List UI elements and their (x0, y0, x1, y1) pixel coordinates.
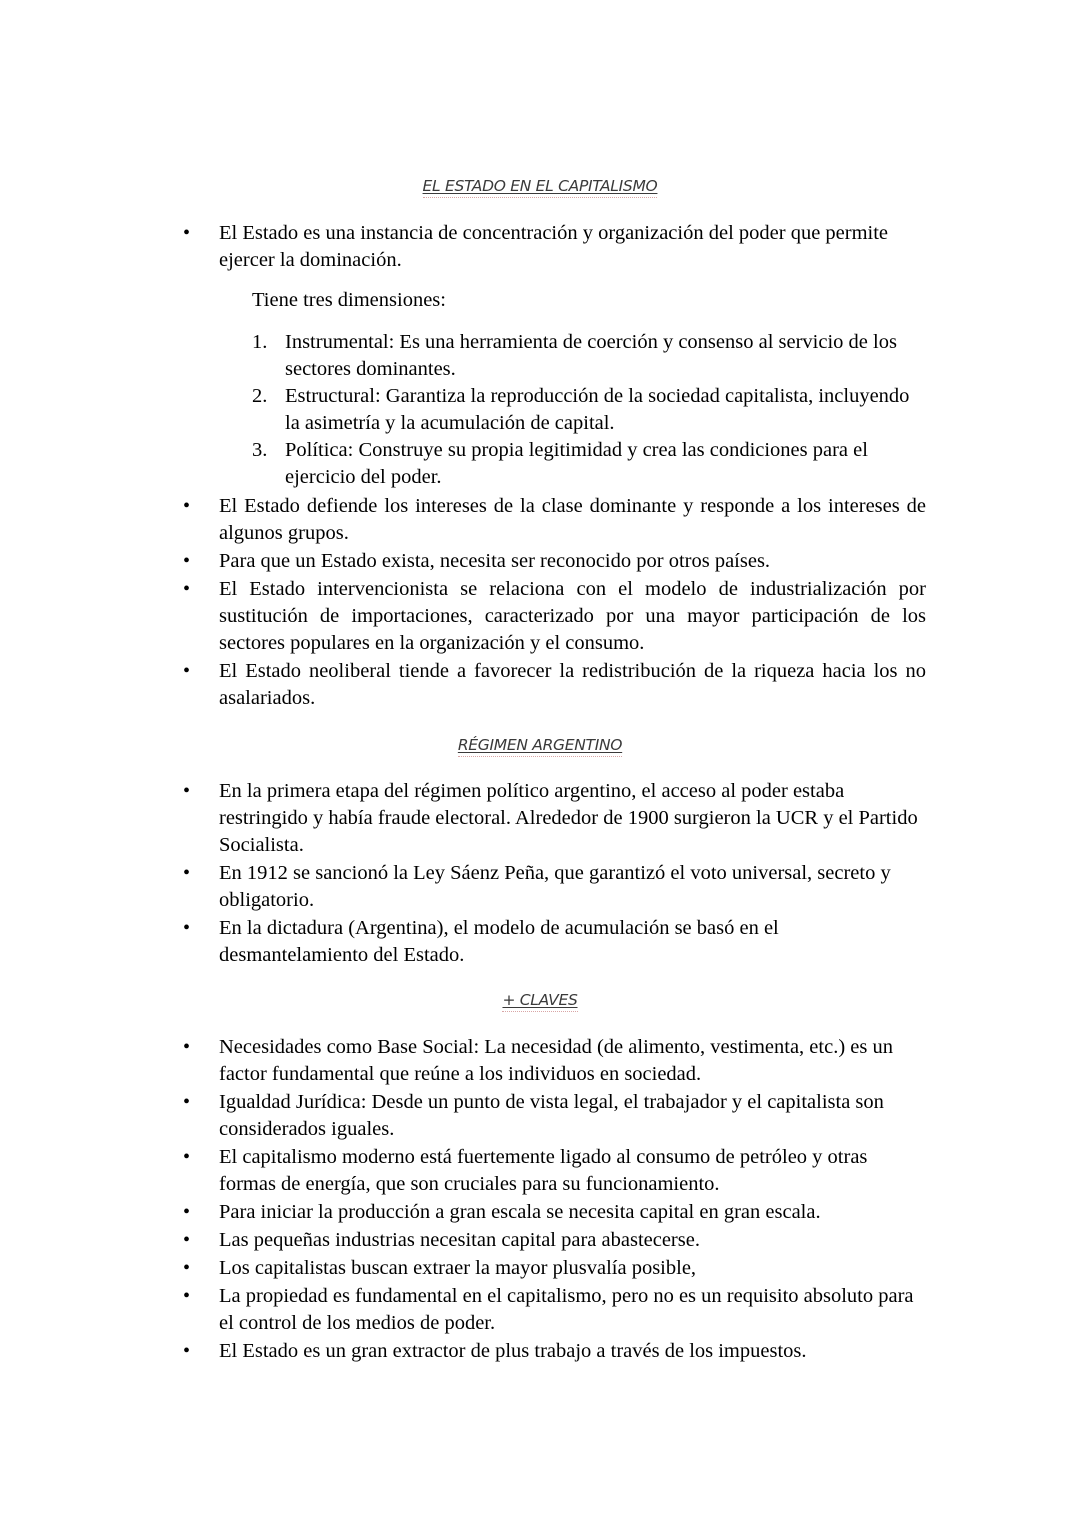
heading-text: RÉGIMEN ARGENTINO (458, 736, 622, 757)
list-item (0, 1034, 926, 1088)
list-item (0, 915, 926, 969)
bullet-icon: • (183, 862, 191, 884)
list-item (0, 1144, 926, 1198)
bullet-icon: • (183, 1036, 191, 1058)
list-item (0, 658, 926, 712)
numbered-item-text: Instrumental: Es una herramienta de coerción y consenso al servicio de los sectores dominantes. (285, 331, 897, 380)
item-number: 1. (252, 331, 268, 353)
section-heading-estado-capitalismo (0, 177, 1080, 195)
list-item (0, 548, 926, 575)
numbered-item (0, 329, 910, 383)
claves-bullet-list (0, 1034, 1080, 1366)
list-item-text: El capitalismo moderno está fuertemente ligado al consumo de petróleo y otras formas de energía, que son cruciales para su funcionamiento. (219, 1146, 868, 1195)
bullet-icon: • (183, 780, 191, 802)
bullet-icon: • (183, 1285, 191, 1307)
list-item-text: El Estado es una instancia de concentración y organización del poder que permite ejercer la dominación. (219, 222, 889, 271)
list-item-text: En 1912 se sancionó la Ley Sáenz Peña, que garantizó el voto universal, secreto y obligatorio. (219, 862, 891, 911)
numbered-item-text: Estructural: Garantiza la reproducción de la sociedad capitalista, incluyendo la asimetría y la acumulación de capital. (285, 385, 910, 434)
list-item-text: El Estado intervencionista se relaciona con el modelo de industrialización por sustitución de importaciones, caracterizado por una mayor participación de los sectores populares en la organización y el consumo. (219, 578, 926, 654)
list-item-text: La propiedad es fundamental en el capitalismo, pero no es un requisito absoluto para el control de los medios de poder. (219, 1285, 914, 1334)
list-item (0, 1227, 926, 1254)
bullet-icon: • (183, 1091, 191, 1113)
estado-bullet-list (0, 493, 1080, 713)
list-item-text: El Estado es un gran extractor de plus trabajo a través de los impuestos. (219, 1340, 807, 1362)
item-number: 3. (252, 439, 268, 461)
list-item (0, 220, 926, 274)
list-item (0, 576, 926, 657)
section-heading-regimen-argentino (0, 736, 1080, 754)
bullet-icon: • (183, 660, 191, 682)
list-item (0, 1089, 926, 1143)
list-item-text: Los capitalistas buscan extraer la mayor plusvalía posible, (219, 1257, 697, 1279)
list-item (0, 860, 926, 914)
list-item-text: Las pequeñas industrias necesitan capital para abastecerse. (219, 1229, 700, 1251)
bullet-icon: • (183, 550, 191, 572)
bullet-icon: • (183, 578, 191, 600)
list-item (0, 778, 926, 859)
list-item (0, 1199, 926, 1226)
item-number: 2. (252, 385, 268, 407)
numbered-item (0, 437, 910, 491)
list-item (0, 1283, 926, 1337)
list-item-text: Igualdad Jurídica: Desde un punto de vista legal, el trabajador y el capitalista son considerados iguales. (219, 1091, 884, 1140)
heading-text: + CLAVES (502, 991, 577, 1012)
list-item-text: El Estado neoliberal tiende a favorecer la redistribución de la riqueza hacia los no asalariados. (219, 660, 926, 709)
intro-bullet-list (0, 220, 1080, 275)
section-heading-claves (0, 991, 1080, 1009)
numbered-item (0, 383, 910, 437)
dimensions-intro: Tiene tres dimensiones: (252, 289, 446, 311)
list-item-text: En la dictadura (Argentina), el modelo de acumulación se basó en el desmantelamiento del Estado. (219, 917, 779, 966)
bullet-icon: • (183, 917, 191, 939)
bullet-icon: • (183, 495, 191, 517)
dimensions-numbered-list (0, 329, 1080, 491)
bullet-icon: • (183, 1257, 191, 1279)
list-item-text: El Estado defiende los intereses de la clase dominante y responde a los intereses de algunos grupos. (219, 495, 926, 544)
list-item-text: En la primera etapa del régimen político argentino, el acceso al poder estaba restringido y había fraude electoral. Alrededor de 1900 surgieron la UCR y el Partido Socialista. (219, 780, 918, 856)
bullet-icon: • (183, 1201, 191, 1223)
heading-text: EL ESTADO EN EL CAPITALISMO (423, 177, 658, 198)
list-item (0, 1338, 926, 1365)
list-item-text: Para que un Estado exista, necesita ser reconocido por otros países. (219, 550, 771, 572)
bullet-icon: • (183, 1340, 191, 1362)
list-item-text: Para iniciar la producción a gran escala se necesita capital en gran escala. (219, 1201, 821, 1223)
bullet-icon: • (183, 1229, 191, 1251)
numbered-item-text: Política: Construye su propia legitimidad y crea las condiciones para el ejercicio del poder. (285, 439, 868, 488)
bullet-icon: • (183, 222, 191, 244)
list-item-text: Necesidades como Base Social: La necesidad (de alimento, vestimenta, etc.) es un factor fundamental que reúne a los individuos en sociedad. (219, 1036, 893, 1085)
list-item (0, 493, 926, 547)
list-item (0, 1255, 926, 1282)
regimen-bullet-list (0, 778, 1080, 970)
bullet-icon: • (183, 1146, 191, 1168)
